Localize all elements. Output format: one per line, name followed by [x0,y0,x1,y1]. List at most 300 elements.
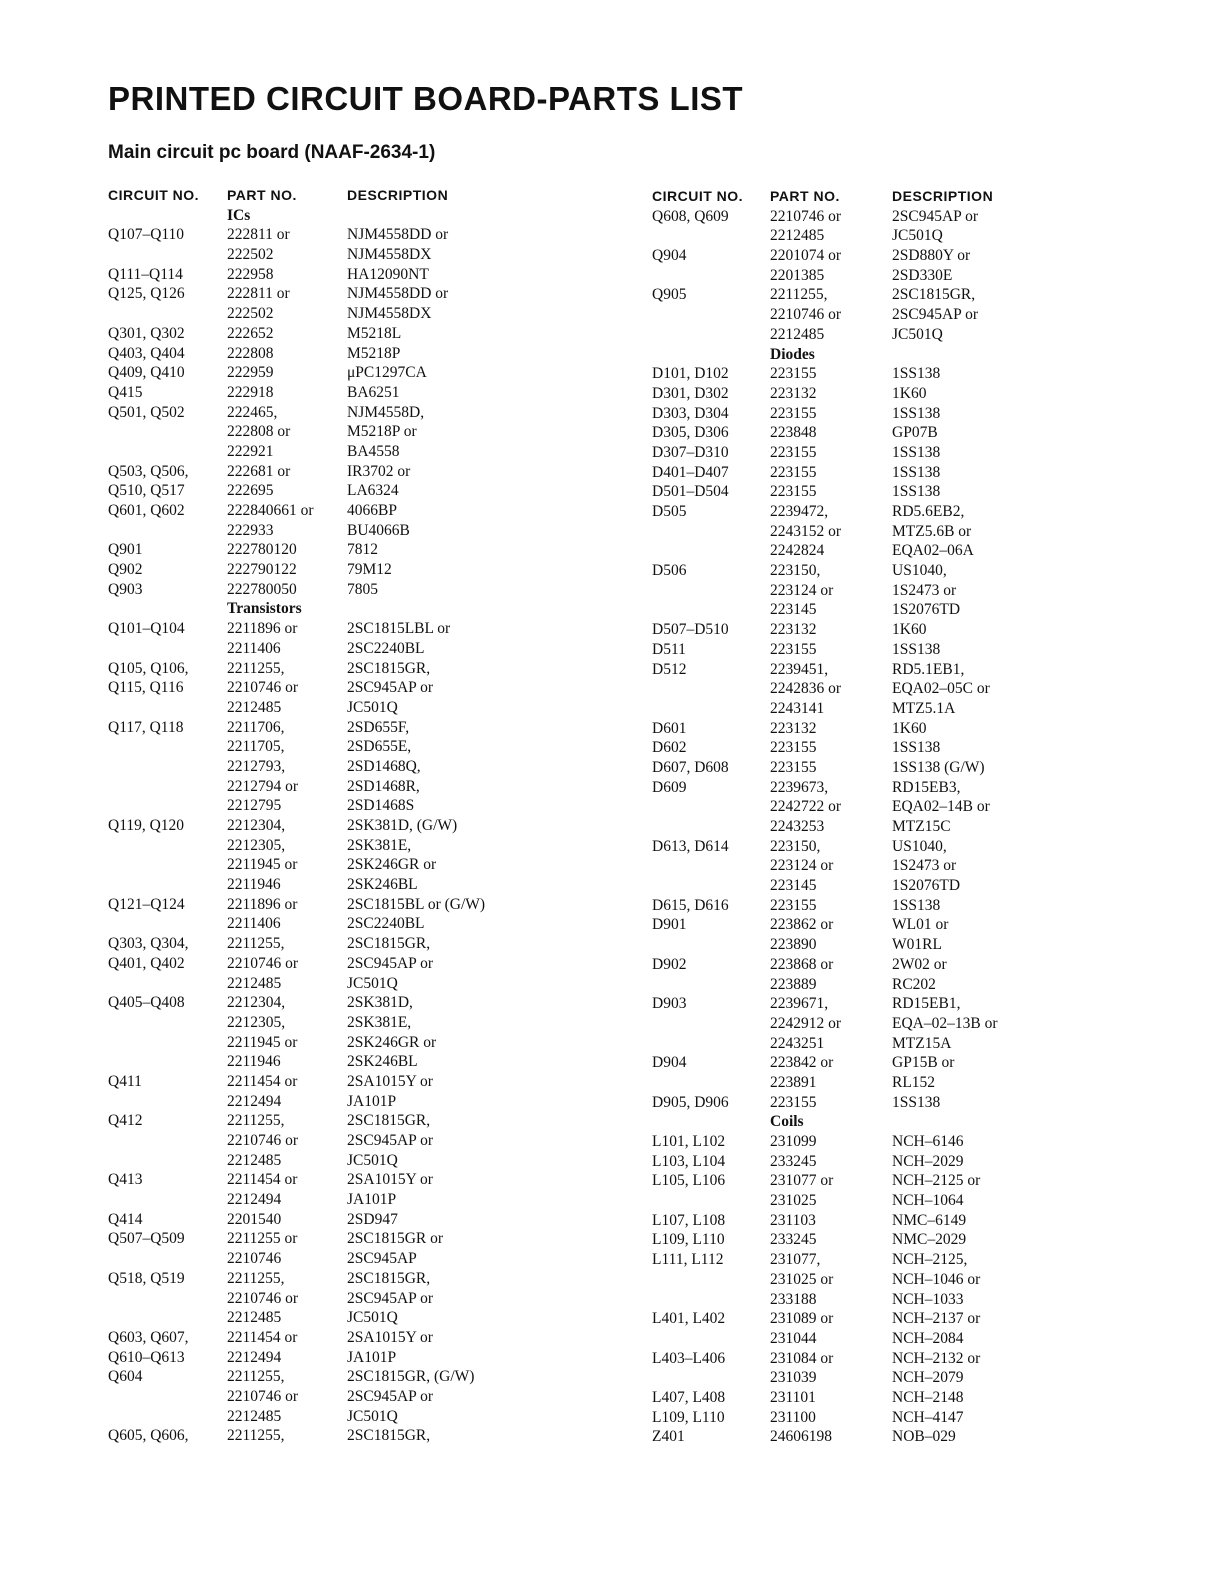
part-row [652,443,1082,463]
part-row [652,1171,1082,1191]
part-no-cell: 2212485 [770,227,825,245]
part-row [108,540,538,560]
part-no-cell: 2243253 [770,818,825,835]
part-row [108,462,538,482]
part-row [108,718,538,738]
circuit-no-cell: L401, L402 [652,1310,726,1328]
circuit-no-cell: D607, D608 [652,758,729,776]
description-cell: M5218P or [347,423,417,441]
part-no-cell: 2210746 or [770,306,842,324]
description-cell: M5218P [347,344,401,362]
description-cell: NCH–2125 or [892,1172,981,1190]
description-cell: NJM4558DD or [347,226,449,244]
description-cell: 2SC1815GR, [347,659,431,677]
part-row [108,1348,538,1368]
part-row [652,699,1082,719]
part-row [108,1289,538,1309]
part-no-cell: 233245 [770,1231,817,1249]
circuit-no-cell: D512 [652,660,687,678]
description-cell: BA6251 [347,383,400,401]
description-cell: JA101P [347,1348,397,1366]
description-cell: NCH–4147 [892,1408,964,1426]
part-no-cell: 223155 [770,365,817,383]
part-row [108,1013,538,1033]
part-row [108,1131,538,1151]
part-row [652,975,1082,995]
description-cell: LA6324 [347,482,399,500]
part-no-cell: 223862 or [770,916,834,934]
description-cell: 7812 [347,541,378,559]
part-no-cell: 2211946 [227,876,281,894]
circuit-no-cell: Q105, Q106, [108,659,189,677]
part-row [652,1427,1082,1447]
part-row [108,1151,538,1171]
circuit-no-cell [108,1407,227,1427]
part-no-cell: 2211255, [227,1368,285,1386]
description-cell: 1K60 [892,621,927,639]
description-cell: 2SC1815GR or [347,1230,444,1248]
description-cell: NJM4558D, [347,403,425,421]
circuit-no-cell: L109, L110 [652,1231,725,1249]
description-cell: 2SA1015Y or [347,1072,433,1090]
circuit-no-cell: Q121–Q124 [108,895,185,913]
part-no-cell: 231101 [770,1388,816,1406]
part-no-cell: 223891 [770,1073,817,1091]
circuit-no-cell: Q409, Q410 [108,364,185,382]
description-cell: 2SC945AP or [892,306,978,324]
part-row [652,1329,1082,1349]
circuit-no-cell [652,1034,770,1054]
part-row [108,1387,538,1407]
description-cell: RD15EB3, [892,778,961,796]
circuit-no-cell: Q414 [108,1210,143,1228]
part-no-cell: 2212485 [770,325,825,343]
circuit-no-cell: Q115, Q116 [108,679,184,697]
description-cell: JC501Q [892,325,943,343]
description-cell: 2SK381E, [347,1013,412,1031]
part-no-cell: 223155 [770,483,817,501]
part-row [652,1408,1082,1428]
part-row [652,1093,1082,1113]
part-no-cell: 222465, [227,403,278,421]
part-row [652,955,1082,975]
circuit-no-cell: D303, D304 [652,404,729,422]
description-cell: 1S2076TD [892,877,961,895]
description-cell: NCH–1033 [892,1290,964,1308]
part-row [652,482,1082,502]
part-row [652,758,1082,778]
description-cell: NJM4558DD or [347,285,449,303]
part-row [652,837,1082,857]
part-no-cell: 233245 [770,1152,817,1170]
part-row [652,660,1082,680]
part-no-cell: 222681 or [227,462,291,480]
circuit-no-cell: D501–D504 [652,483,729,501]
description-cell: MTZ15C [892,818,951,835]
circuit-no-cell [108,1052,227,1072]
description-cell: 2SC945AP or [347,1132,433,1149]
part-no-cell: 222502 [227,305,274,323]
part-no-cell: 223848 [770,424,817,442]
part-no-header: PART NO. [227,187,297,203]
part-no-cell: 2212485 [227,1407,282,1425]
description-cell: JA101P [347,1191,397,1209]
circuit-no-cell: Q510, Q517 [108,482,185,500]
part-no-cell: 231100 [770,1408,816,1426]
part-no-cell: 233188 [770,1290,817,1308]
description-header: DESCRIPTION [347,187,449,203]
circuit-no-cell: Q415 [108,383,143,401]
part-no-cell: 2211454 or [227,1171,298,1189]
part-no-cell: 2212494 [227,1191,282,1209]
part-row [652,915,1082,935]
description-cell: BU4066B [347,521,410,539]
part-no-cell: 2211454 or [227,1328,298,1346]
column-header-row [652,187,1082,207]
part-no-cell: 2211255, [227,935,285,953]
part-no-cell: 222921 [227,442,274,460]
description-cell: RD5.1EB1, [892,660,965,678]
circuit-no-cell [652,1073,770,1093]
part-no-cell: 231089 or [770,1310,834,1328]
circuit-no-cell [108,639,227,659]
circuit-no-header: CIRCUIT NO. [108,187,200,203]
category-row [108,599,538,619]
part-no-cell: 231099 [770,1133,817,1150]
circuit-no-cell: Q902 [108,561,143,579]
circuit-no-cell: D905, D906 [652,1093,729,1111]
circuit-no-cell [652,817,770,837]
part-row [108,1426,538,1446]
circuit-no-cell: Q904 [652,247,687,265]
description-cell: 2SC1815LBL or [347,620,451,638]
part-no-cell: 223155 [770,1093,817,1111]
part-row [652,1132,1082,1152]
part-no-cell: 2211255, [227,1112,285,1130]
part-no-cell: 2239451, [770,660,829,678]
part-row [652,797,1082,817]
part-no-cell: 2210746 or [227,954,299,972]
part-row [652,719,1082,739]
part-row [108,1092,538,1112]
circuit-no-cell: D505 [652,503,687,520]
part-no-cell: 2242836 or [770,680,842,698]
part-row [652,817,1082,837]
part-no-cell: 2243141 [770,699,825,717]
part-row [108,698,538,718]
description-cell: 2SD330E [892,266,953,284]
part-no-cell: 2212485 [227,974,282,992]
circuit-no-cell [652,1329,770,1349]
description-cell: 2SD1468S [347,797,415,815]
description-cell: 2SC1815GR, (G/W) [347,1368,475,1386]
part-no-cell: 2211255 or [227,1230,298,1248]
description-cell [892,1112,1082,1132]
part-row [108,1407,538,1427]
description-cell: M5218L [347,324,402,342]
part-no-cell: 2210746 or [227,1387,299,1405]
circuit-no-cell: D902 [652,955,687,973]
part-no-cell: 231025 [770,1192,817,1210]
category-label: Diodes [770,345,815,363]
description-cell [347,206,537,226]
circuit-no-cell: L109, L110 [652,1408,725,1426]
part-row [652,679,1082,699]
part-row [108,363,538,383]
part-no-cell: 2239472, [770,503,829,520]
description-cell: 1K60 [892,719,927,737]
part-no-cell: 2212305, [227,1013,286,1031]
description-cell [347,599,537,619]
part-row [108,344,538,364]
circuit-no-cell [108,1289,227,1309]
part-no-cell: 2211706, [227,718,285,736]
part-row [652,994,1082,1014]
circuit-no-cell [108,875,227,895]
part-no-cell: 223150, [770,837,821,855]
circuit-no-cell: Q903 [108,580,143,598]
part-no-cell: 2210746 or [227,679,299,697]
circuit-no-cell: Q107–Q110 [108,226,185,244]
circuit-no-cell [652,541,770,561]
circuit-no-cell: D602 [652,739,687,757]
circuit-no-cell [108,1151,227,1171]
category-label: Transistors [227,600,302,618]
part-no-cell: 222933 [227,521,274,539]
part-row [108,895,538,915]
circuit-no-cell [108,974,227,994]
description-cell: 2SK381D, (G/W) [347,817,458,834]
part-row [108,1111,538,1131]
part-no-cell: 231103 [770,1211,816,1229]
part-row [108,934,538,954]
part-no-cell: 2211896 or [227,895,298,913]
description-cell: NCH–1046 or [892,1270,981,1288]
description-cell: 1SS138 [892,365,941,383]
circuit-no-cell: D301, D302 [652,384,729,402]
description-cell: 1K60 [892,384,927,402]
part-row [108,659,538,679]
description-cell: 2SC945AP or [347,954,433,972]
page-title: PRINTED CIRCUIT BOARD-PARTS LIST [108,80,744,117]
description-cell: NJM4558DX [347,246,432,264]
description-cell: 2SC1815GR, [347,1427,431,1445]
description-cell: 1SS138 [892,739,941,757]
circuit-no-cell: L403–L406 [652,1349,726,1367]
circuit-no-cell: Q405–Q408 [108,994,185,1012]
part-row [652,226,1082,246]
description-cell: 2SD947 [347,1210,398,1228]
part-no-cell: 223132 [770,719,817,737]
circuit-no-cell: D601 [652,719,687,737]
description-cell: 2SC1815BL or (G/W) [347,895,486,913]
part-row [108,619,538,639]
part-row [652,896,1082,916]
circuit-no-cell: Q605, Q606, [108,1427,189,1445]
circuit-no-cell: Q518, Q519 [108,1269,185,1287]
part-no-cell: 24606198 [770,1428,832,1446]
part-row [652,581,1082,601]
description-cell: 1SS138 [892,896,941,914]
part-row [108,422,538,442]
part-no-cell: 223145 [770,601,817,619]
circuit-no-cell: Q301, Q302 [108,324,185,342]
part-no-cell: 2201540 [227,1210,282,1228]
part-no-cell: 222502 [227,246,274,264]
part-no-cell: 2211454 or [227,1072,298,1090]
part-row [652,778,1082,798]
circuit-no-cell: D401–D407 [652,463,729,481]
circuit-no-cell [108,1190,227,1210]
part-no-cell: 223124 or [770,581,834,599]
description-cell: RL152 [892,1073,936,1091]
part-no-cell: 2211255, [227,1427,285,1445]
circuit-no-cell [108,698,227,718]
description-cell: 2SC945AP or [347,1289,433,1307]
part-row [652,325,1082,345]
circuit-no-cell: Q603, Q607, [108,1328,189,1346]
part-row [108,796,538,816]
part-row [652,600,1082,620]
circuit-no-cell: Q901 [108,541,143,559]
part-row [108,1170,538,1190]
part-row [652,1270,1082,1290]
circuit-no-cell: D507–D510 [652,621,729,639]
part-row [108,403,538,423]
part-row [108,914,538,934]
circuit-no-cell [108,1131,227,1151]
part-row [108,225,538,245]
part-no-cell: 222652 [227,324,274,342]
circuit-no-cell: L107, L108 [652,1211,726,1229]
part-row [108,974,538,994]
part-row [108,580,538,600]
description-cell: JC501Q [347,1151,398,1169]
description-cell: 1S2473 or [892,581,957,599]
part-row [652,404,1082,424]
description-cell: NCH–2125, [892,1251,968,1269]
description-cell: μPC1297CA [347,364,427,382]
circuit-no-cell: D609 [652,778,687,796]
part-row [652,1388,1082,1408]
part-row [652,1368,1082,1388]
description-cell: NCH–2137 or [892,1310,981,1328]
part-no-cell: 223155 [770,443,817,461]
part-no-cell: 223890 [770,936,817,954]
description-cell: MTZ15A [892,1034,952,1052]
description-cell: 2SA1015Y or [347,1171,433,1189]
circuit-no-cell [108,1013,227,1033]
circuit-no-cell [652,325,770,345]
part-no-cell: 2212494 [227,1348,282,1366]
part-no-cell: 223132 [770,621,817,639]
description-cell: 1SS138 [892,640,941,658]
circuit-no-cell [108,1092,227,1112]
description-cell: 1SS138 [892,483,941,501]
circuit-no-cell: Q413 [108,1171,143,1189]
circuit-no-cell: Q601, Q602 [108,502,185,519]
circuit-no-cell [108,796,227,816]
part-row [652,1250,1082,1270]
part-row [652,1230,1082,1250]
circuit-no-cell: D615, D616 [652,896,729,914]
part-no-cell: 231077, [770,1251,821,1269]
circuit-no-cell [652,935,770,955]
circuit-no-cell: Q905 [652,286,687,304]
description-cell: JC501Q [347,1407,398,1425]
circuit-no-cell: D101, D102 [652,365,729,383]
board-subtitle: Main circuit pc board (NAAF-2634-1) [108,142,436,163]
circuit-no-cell: D613, D614 [652,837,729,855]
description-cell: 2SC1815GR, [347,1112,431,1130]
part-no-cell: 231084 or [770,1349,834,1367]
circuit-no-cell [108,206,227,226]
circuit-no-cell [652,266,770,286]
circuit-no-header: CIRCUIT NO. [652,188,744,204]
part-no-cell: 2201385 [770,266,825,284]
description-cell: 1S2473 or [892,857,957,875]
part-row [108,737,538,757]
part-no-cell: 223132 [770,384,817,402]
part-row [652,502,1082,522]
part-no-cell: 222695 [227,482,274,500]
circuit-no-cell [108,521,227,541]
description-cell: 1SS138 [892,463,941,481]
part-no-cell: 2211406 [227,639,281,657]
part-no-cell: 222811 or [227,226,290,244]
description-cell: 2SK381D, [347,994,413,1012]
part-row [652,384,1082,404]
part-row [108,836,538,856]
circuit-no-cell [652,345,770,365]
circuit-no-cell: D506 [652,562,687,580]
description-cell: MTZ5.6B or [892,522,972,540]
description-cell: NCH–6146 [892,1133,964,1150]
part-row [652,285,1082,305]
category-label: Coils [770,1113,804,1131]
category-row [652,345,1082,365]
part-no-cell: 2242722 or [770,798,842,816]
part-no-cell: 2212485 [227,1151,282,1169]
part-no-cell: 2201074 or [770,247,842,265]
circuit-no-cell: L407, L408 [652,1388,726,1406]
description-cell: 2SC1815GR, [347,935,431,953]
part-row [108,521,538,541]
circuit-no-cell [652,1368,770,1388]
part-no-cell: 223145 [770,877,817,895]
circuit-no-cell: Q119, Q120 [108,817,185,834]
description-cell: W01RL [892,936,942,954]
part-row [108,954,538,974]
description-cell: 1SS138 [892,1093,941,1111]
part-row [652,1152,1082,1172]
description-cell: EQA02–14B or [892,798,990,816]
part-row [652,364,1082,384]
part-no-cell: 2212304, [227,817,286,834]
part-row [108,639,538,659]
parts-list-left-column [108,186,538,1446]
description-cell: EQA02–05C or [892,680,990,698]
part-no-cell: 2211946 [227,1053,281,1071]
part-no-cell: 222808 [227,344,274,362]
part-row [652,522,1082,542]
circuit-no-cell [652,1014,770,1034]
part-row [108,324,538,344]
part-no-cell: 2210746 or [227,1132,299,1149]
description-cell: GP07B [892,424,938,442]
description-cell: NMC–2029 [892,1231,967,1249]
description-cell: WL01 or [892,916,949,934]
